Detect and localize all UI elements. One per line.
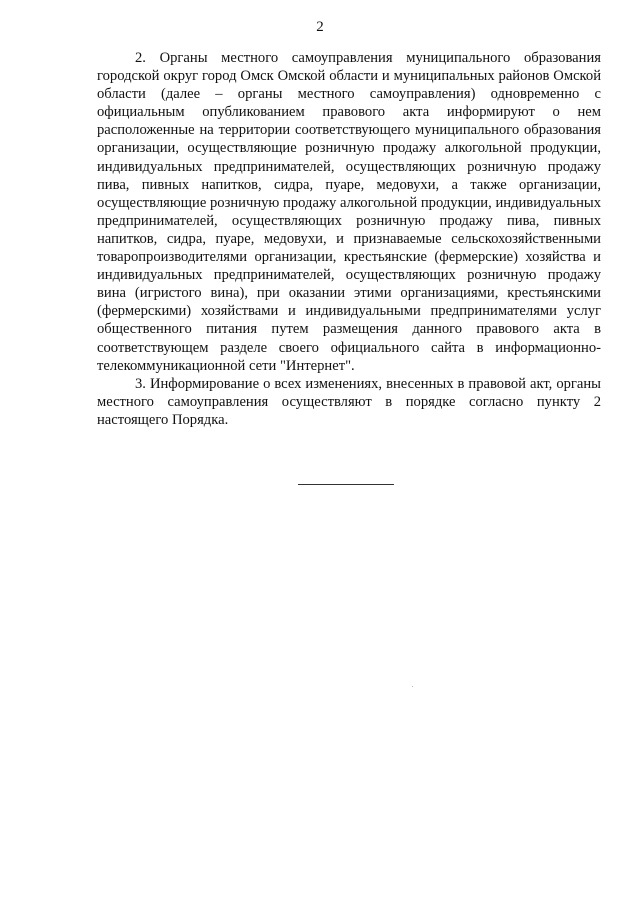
page-number: 2 bbox=[316, 19, 324, 35]
document-body bbox=[97, 49, 601, 429]
end-separator-line bbox=[298, 484, 394, 485]
paragraph-2: 2. Органы местного самоуправления муниципального образования городской округ город Омск Омской области и муниципальных районов Омской области (далее – органы местного самоуправления) одновременно с официальным опубликованием правового акта информируют о нем расположенные на территории соответствующего муниципального образования организации, осуществляющие розничную продажу алкогольной продукции, индивидуальных предпринимателей, осуществляющих розничную продажу пива, пивных напитков, сидра, пуаре, медовухи, а также организации, осуществляющие розничную продажу алкогольной продукции, индивидуальных предпринимателей, осуществляющих розничную продажу пива, пивных напитков, сидра, пуаре, медовухи, и признаваемые сельскохозяйственными товаропроизводителями организации, крестьянские (фермерские) хозяйства и индивидуальных предпринимателей, осуществляющих розничную продажу вина (игристого вина), при оказании этими организациями, крестьянскими (фермерскими) хозяйствами и индивидуальными предпринимателями услуг общественного питания путем размещения данного правового акта в соответствующем разделе своего официального сайта в информационно-телекоммуникационной сети "Интернет". bbox=[97, 50, 601, 374]
scan-speck bbox=[412, 686, 413, 687]
paragraph-3: 3. Информирование о всех изменениях, внесенных в правовой акт, органы местного самоуправления осуществляют в порядке согласно пункту 2 настоящего Порядка. bbox=[97, 375, 601, 428]
